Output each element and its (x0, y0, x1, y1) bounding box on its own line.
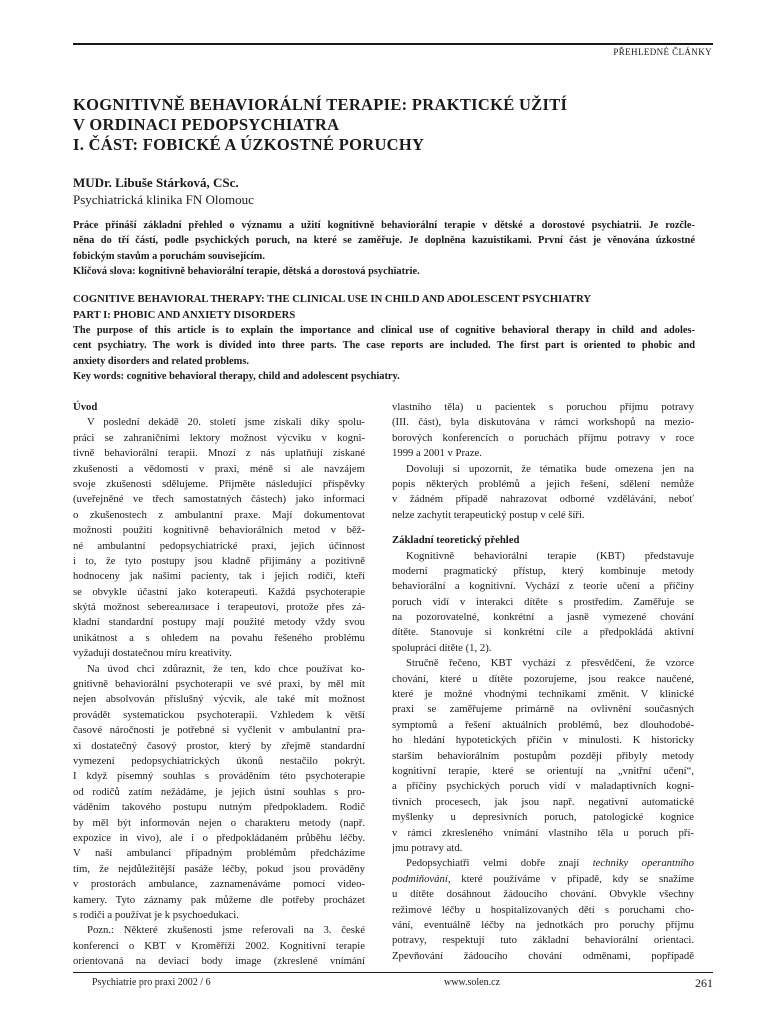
abstract-line: cent psychiatry. The work is divided into three parts. The case reports are included. The first part is oriented to phobic and (73, 340, 695, 352)
title-line: V ORDINACI PEDOPSYCHIATRA (73, 115, 340, 134)
text-line: by měl být informován nejen o charakteru metody (např. (73, 816, 365, 829)
section-heading: Úvod (73, 401, 98, 413)
title-line: I. ČÁST: FOBICKÉ A ÚZKOSTNÉ PORUCHY (73, 135, 425, 154)
text-line: V naší ambulanci případným problémům předcházíme (73, 847, 365, 860)
text-line: ho hledání hypotetických příčin v minulosti. K historicky (392, 734, 694, 747)
bottom-rule (73, 972, 713, 973)
text-line: v žádném případě nahrazovat odborné vzdělávání, neboť (392, 493, 694, 506)
text-line: tivně behaviorální terapii. Mnozí z nás uplatňují získané (73, 447, 365, 460)
text-line: časové náročnosti je potřebné si vyčlenit v ambulantní pra- (73, 724, 365, 737)
text-line: 1999 a 2001 v Praze. (392, 447, 482, 460)
text-line: poruch vidí v interakci dítěte s prostředím. Zaměřuje se (392, 595, 694, 608)
abstract-line: Práce přináší základní přehled o významu a užití kognitivně behaviorální terapie v dětské a dorostové psychiatrii. Je rozčle- (73, 220, 695, 231)
text-line: jmu potravy atd. (392, 841, 463, 854)
journal-name: Psychiatrie pro praxi 2002 / 6 (92, 977, 211, 988)
text-line: orientovaná na deviaci body image (zkreslené vnímání (73, 955, 365, 968)
text-line: behaviorální a kognitivní. Vychází z teorie učení a příčiny (392, 580, 694, 593)
text-line: vlastního těla) u pacientek s poruchou příjmu potravy (392, 401, 694, 413)
text-line: Zpevňování žádoucího chování odměnami, popřípadě (392, 949, 694, 962)
text-line: Pozn.: Některé zkušenosti jsme referovali na 3. české (87, 924, 365, 937)
author: MUDr. Libuše Stárková, CSc. (73, 175, 239, 190)
text-line: nejen absolvován příslušný výcvik, ale také mít možnost (73, 693, 365, 706)
text-line: Dovoluji si upozornit, že tématika bude omezena jen na (406, 462, 694, 475)
english-title-line: PART I: PHOBIC AND ANXIETY DISORDERS (73, 309, 296, 321)
website: www.solen.cz (444, 977, 501, 988)
text-line: spolupráci dítěte (1, 2). (392, 641, 492, 654)
text-line: I když písemný souhlas s prováděním této psychoterapie (73, 770, 365, 783)
text-line: kognitivní terapie, které se orientují na „vnitřní učení“, (392, 764, 694, 777)
left-column (73, 400, 365, 969)
top-rule (73, 43, 713, 45)
page-number: 261 (695, 976, 713, 990)
text-line: Pedopsychiatři velmi dobře znají techniky operantního (406, 857, 694, 870)
text-line: Na úvod chci zdůraznit, že ten, kdo chce používat ko- (87, 662, 365, 675)
text-line: Kognitivně behaviorální terapie (KBT) představuje (406, 549, 694, 562)
text-line: se obvykle účastní jako koterapeuti. Každá psychoterapie (73, 585, 365, 598)
text-line: praxi se zaměřujeme primárně na ovlivnění současných (392, 703, 694, 716)
article-title (73, 95, 713, 155)
text-line: expozice in vivo), ale i o předpokládaném průběhu léčby. (73, 831, 365, 844)
text-line: podmiňování, které používáme v případě, kdy se snažíme (392, 872, 694, 885)
abstract-line: něna do tří částí, podle psychických poruch, na které se zaměřuje. Je doplněna kazuistikami. První část je věnována úzkostné (73, 235, 695, 247)
text-line: v rámci zkresleného vnímání vlastního těla u poruch pří- (392, 826, 694, 839)
keywords-czech: Klíčová slova: kognitivně behaviorální terapie, dětská a dorostová psychiatrie. (73, 266, 420, 278)
text-line: (III. část), byla diskutována v rámci workshopů na mezio- (392, 416, 694, 429)
text-line: práci se zahraničními lektory možnost výcviku v kogni- (73, 431, 365, 444)
text-line: u dítěte dosáhnout žádoucího chování. Obvykle všechny (392, 888, 694, 901)
right-column (392, 400, 694, 964)
text-line: které je možné vhodnými technikami změnit. V klinické (392, 688, 694, 701)
abstract-line: anxiety disorders and related problems. (73, 355, 249, 367)
text-line: v prostorách ambulance, zaznamenáváme pomocí video- (73, 878, 365, 891)
text-line: na pozorovatelné, konkrétní a jasně vymezené chování (392, 611, 694, 624)
text-line: kamery. Tyto záznamy pak můžeme dle potřeby procházet (73, 893, 365, 906)
text-line: (uveřejněné ve třech samostatných částech) jako informaci (73, 493, 365, 506)
title-line: KOGNITIVNĚ BEHAVIORÁLNÍ TERAPIE: PRAKTICKÉ UŽITÍ (73, 95, 568, 114)
text-line: Stručně řečeno, KBT vychází z přesvědčení, že vzorce (406, 657, 694, 670)
keywords-english: Key words: cognitive behavioral therapy, child and adolescent psychiatry. (73, 371, 400, 383)
text-line: dítěte. Stanovuje si konkrétní cíle a předpokládá aktivní (392, 626, 694, 639)
text-line: chování, které u dítěte pozorujeme, jsou reakce naučené, (392, 672, 694, 685)
text-line: tivních procesech, jak jsou např. negativní automatické (392, 795, 694, 808)
abstract-line: The purpose of this article is to explain the importance and clinical use of cognitive behavioral therapy in child and adoles- (73, 325, 695, 336)
text-line: provádět systematickou psychoterapii. Vzhledem k větší (73, 708, 365, 721)
text-line: moderní pragmatický přístup, který kombinuje metody (392, 564, 694, 577)
text-line: myšlenky u depresivních poruch, patologické kognice (392, 811, 694, 824)
abstract-czech (73, 218, 695, 280)
text-line: popis některých problémů a jejich řešení, sdělení nemůže (392, 477, 694, 490)
english-title-line: COGNITIVE BEHAVIORAL THERAPY: THE CLINICAL USE IN CHILD AND ADOLESCENT PSYCHIATRY (73, 294, 592, 305)
text-line: nelze zachytit terapeutický postup v celé šíři. (392, 508, 585, 521)
text-line: gnitivně behaviorální psychoterapii ve své praxi, by měl mít (73, 678, 365, 691)
text-line: tím, že nejdůležitější pasáže léčby, pokud jsou prováděny (73, 862, 365, 875)
text-line: konferenci o KBT v Kroměříži 2002. Kognitivní terapie (73, 939, 365, 952)
affiliation: Psychiatrická klinika FN Olomouc (73, 192, 254, 207)
text-line: unikátnost a s ohledem na povahu řešeného problému (73, 631, 365, 644)
text-line: vání, eventuálně léčby na jednotkách pro poruchy příjmu (392, 918, 694, 931)
text-line: potravy, respektují tuto základní behaviorální orientaci. (392, 934, 694, 947)
abstract-english (73, 292, 695, 385)
text-line: skýtá možnost sebereализace i terapeutovi, protože přes zá- (73, 601, 365, 614)
text-line: borových konferencích o poruchách příjmu potravy v roce (392, 431, 694, 444)
text-line: hodnoceny jak našimi pacienty, tak i jejich rodiči, kteří (73, 570, 365, 583)
text-line: svoje zkušenosti sdělujeme. Přijměte následující příspěvky (73, 477, 365, 490)
text-line: V poslední dekádě 20. století jsme získali díky spolu- (87, 416, 365, 429)
section-heading: Základní teoretický přehled (392, 534, 520, 547)
text-line: s rodiči a používat je k psychoedukaci. (73, 908, 239, 921)
text-line: starším behaviorálním postupům později přibyly metody (392, 749, 694, 762)
text-line: režimové léčby u hospitalizovaných dětí s poruchami cho- (392, 903, 694, 916)
text-line: zkušenosti a vědomosti v praxi, méně si ale navzájem (73, 462, 365, 475)
abstract-line: fobickým stavům a poruchám souvisejícím. (73, 250, 265, 262)
text-line: xi dostatečný časový prostor, který by zřejmě standardní (73, 739, 365, 752)
text-line: symptomů a řešení aktuálních problémů, bez dlouhodobé- (392, 718, 694, 731)
text-line: a příčiny psychických poruch vidí v maladaptivních kogni- (392, 780, 694, 793)
text-line: od rodičů zatím nežádáme, je jejich ústní souhlas s pro- (73, 785, 365, 798)
text-line: né ambulantní pedopsychiatrické praxi, jejich účinnost (73, 539, 365, 552)
text-line: vymezení pedopsychiatrických úkonů nestačilo pokrýt. (73, 754, 365, 767)
text-line: kladní standardní postupy mají použité metody vždy svou (73, 616, 365, 629)
text-line: vyžadují dostatečnou míru kreativity. (73, 647, 232, 660)
text-line: váděním takového postupu nutným předpokladem. Rodič (73, 801, 365, 814)
section-label: PŘEHLEDNÉ ČLÁNKY (613, 47, 712, 57)
text-line: i to, že tyto postupy jsou kladně přijímány a pozitivně (73, 554, 365, 567)
text-line: možnosti použití kognitivně behaviorálních metod v běž- (73, 524, 365, 537)
text-line: o zkušenostech z ambulantní praxe. Mají dokumentovat (73, 508, 365, 521)
